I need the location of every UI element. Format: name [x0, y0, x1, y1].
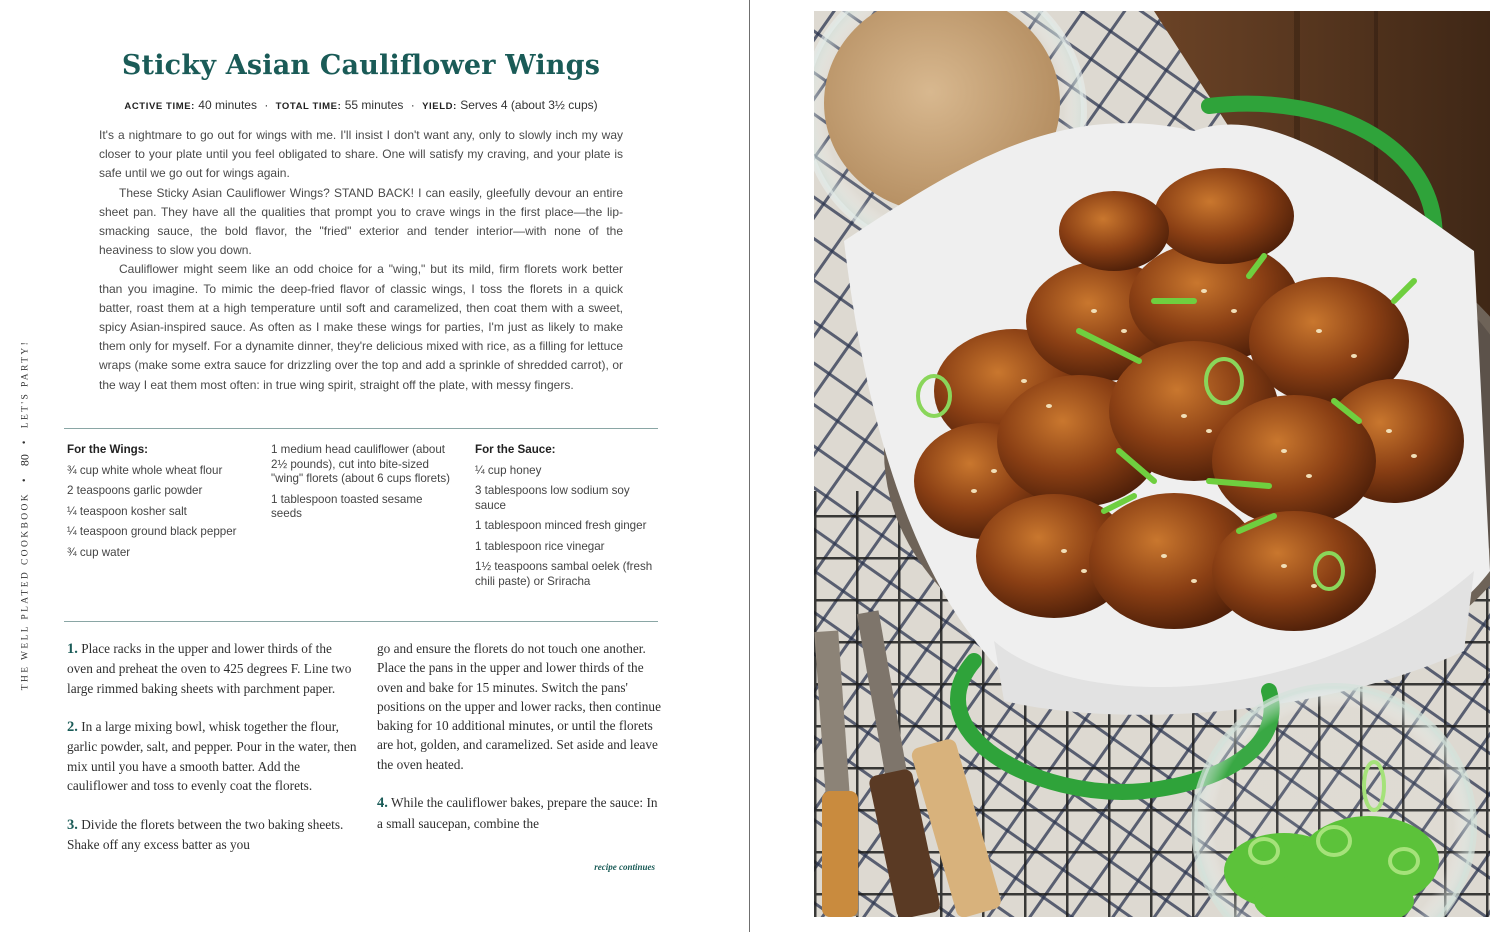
running-head-book: THE WELL PLATED COOKBOOK	[20, 492, 30, 691]
divider-rule	[64, 428, 658, 429]
ingredient-item: ¾ cup water	[67, 545, 131, 559]
step-text: go and ensure the florets do not touch one another. Place the pans in the upper and lower thirds of the oven and bake for 15 minutes. Switch the pans' positions on the upper and lower racks, then continue baking for 10 additional minutes, or until the florets are hot, golden, and caramelized. Set aside and leave the oven heated.	[377, 641, 661, 772]
recipe-meta	[64, 98, 658, 112]
step-item-continued	[377, 639, 662, 774]
ingredients-wings-continued	[271, 443, 456, 528]
step-number: 2.	[67, 719, 78, 736]
ingredients-wings	[67, 443, 247, 566]
total-time-value: 55 minutes	[344, 98, 404, 112]
total-time-label: TOTAL TIME:	[275, 101, 342, 112]
step-text: Divide the florets between the two baking sheets. Shake off any excess batter as you	[67, 816, 344, 852]
recipe-continues-label: recipe continues	[594, 862, 655, 872]
steps-column-1	[67, 639, 357, 874]
step-number: 3.	[67, 816, 78, 833]
intro-paragraph: It's a nightmare to go out for wings with me. I'll insist I don't want any, only to slowly inch my way closer to your plate until you feel obligated to share. One will satisfy my craving, and your plate is safe until we go out for wings again.	[99, 128, 623, 181]
steps-column-2	[377, 639, 662, 852]
step-item	[67, 815, 357, 855]
step-item	[67, 717, 357, 795]
page-number: 80	[17, 454, 32, 467]
ingredient-item: ¼ teaspoon kosher salt	[67, 504, 187, 518]
ingredient-item: 1 tablespoon toasted sesame seeds	[271, 492, 423, 520]
yield-label: YIELD:	[422, 101, 457, 112]
recipe-title: Sticky Asian Cauliflower Wings	[121, 50, 601, 81]
ingredient-item: 1 medium head cauliflower (about 2½ pounds), cut into bite-sized "wing" florets (about 6 cups florets)	[271, 443, 450, 485]
recipe-photo	[814, 11, 1490, 917]
intro-paragraph: Cauliflower might seem like an odd choice for a "wing," but its mild, firm florets work better than you imagine. To mimic the deep-fried flavor of classic wings, I toss the florets in a quick batter, roast them at a high temperature until soft and caramelized, then coat them with a sweet, spicy Asian-inspired sauce. As often as I make these wings for parties, I'm just as likely to make them only for myself. For a dynamite dinner, they're delicious mixed with rice, as a filling for lettuce wraps (make some extra sauce for drizzling over the top and add a sprinkle of shredded carrot), or the way I eat them most often: in true wing spirit, straight off the plate, with messy fingers.	[99, 262, 623, 392]
meta-separator: ·	[264, 98, 269, 112]
food-photo-illustration	[814, 11, 1490, 917]
step-item	[377, 793, 662, 833]
page-gutter	[749, 0, 750, 932]
ingredient-item: 1½ teaspoons sambal oelek (fresh chili paste) or Sriracha	[475, 560, 653, 588]
step-text: Place racks in the upper and lower thirds of the oven and preheat the oven to 425 degrees F. Line two large rimmed baking sheets with parchment paper.	[67, 641, 352, 696]
ingredients-heading: For the Sauce:	[475, 443, 556, 456]
ingredient-item: 1 tablespoon minced fresh ginger	[475, 519, 647, 532]
running-head-separator: •	[19, 438, 31, 445]
active-time-label: ACTIVE TIME:	[124, 101, 195, 112]
step-text: While the cauliflower bakes, prepare the sauce: In a small saucepan, combine the	[377, 795, 658, 831]
running-head	[10, 339, 40, 691]
step-number: 4.	[377, 795, 388, 812]
yield-value: Serves 4 (about 3½ cups)	[460, 98, 598, 112]
ingredient-item: 1 tablespoon rice vinegar	[475, 539, 605, 553]
active-time-value: 40 minutes	[198, 98, 257, 112]
ingredient-item: ¾ cup white whole wheat flour	[67, 463, 223, 477]
ingredient-item: ¼ teaspoon ground black pepper	[67, 525, 237, 538]
ingredients-sauce	[475, 443, 655, 595]
ingredients-heading: For the Wings:	[67, 443, 149, 456]
ingredient-item: 2 teaspoons garlic powder	[67, 484, 203, 497]
divider-rule	[64, 621, 658, 622]
recipe-intro	[99, 126, 623, 395]
running-head-section: LET'S PARTY!	[20, 339, 30, 429]
ingredient-item: ¼ cup honey	[475, 463, 542, 477]
meta-separator: ·	[410, 98, 415, 112]
step-item	[67, 639, 357, 698]
step-number: 1.	[67, 641, 78, 657]
intro-paragraph: These Sticky Asian Cauliflower Wings? STAND BACK! I can easily, gleefully devour an entire sheet pan. They have all the qualities that prompt you to crave wings in the first place—the lip-smacking sauce, the bold flavor, the "fried" exterior and tender interior—with none of the heaviness to slow you down.	[99, 185, 623, 258]
ingredient-item: 3 tablespoons low sodium soy sauce	[475, 484, 630, 512]
step-text: In a large mixing bowl, whisk together the flour, garlic powder, salt, and pepper. Pour in the water, then mix until you have a smooth batter. Add the cauliflower and toss to evenly coat the florets.	[67, 719, 357, 794]
running-head-separator: •	[19, 476, 31, 483]
